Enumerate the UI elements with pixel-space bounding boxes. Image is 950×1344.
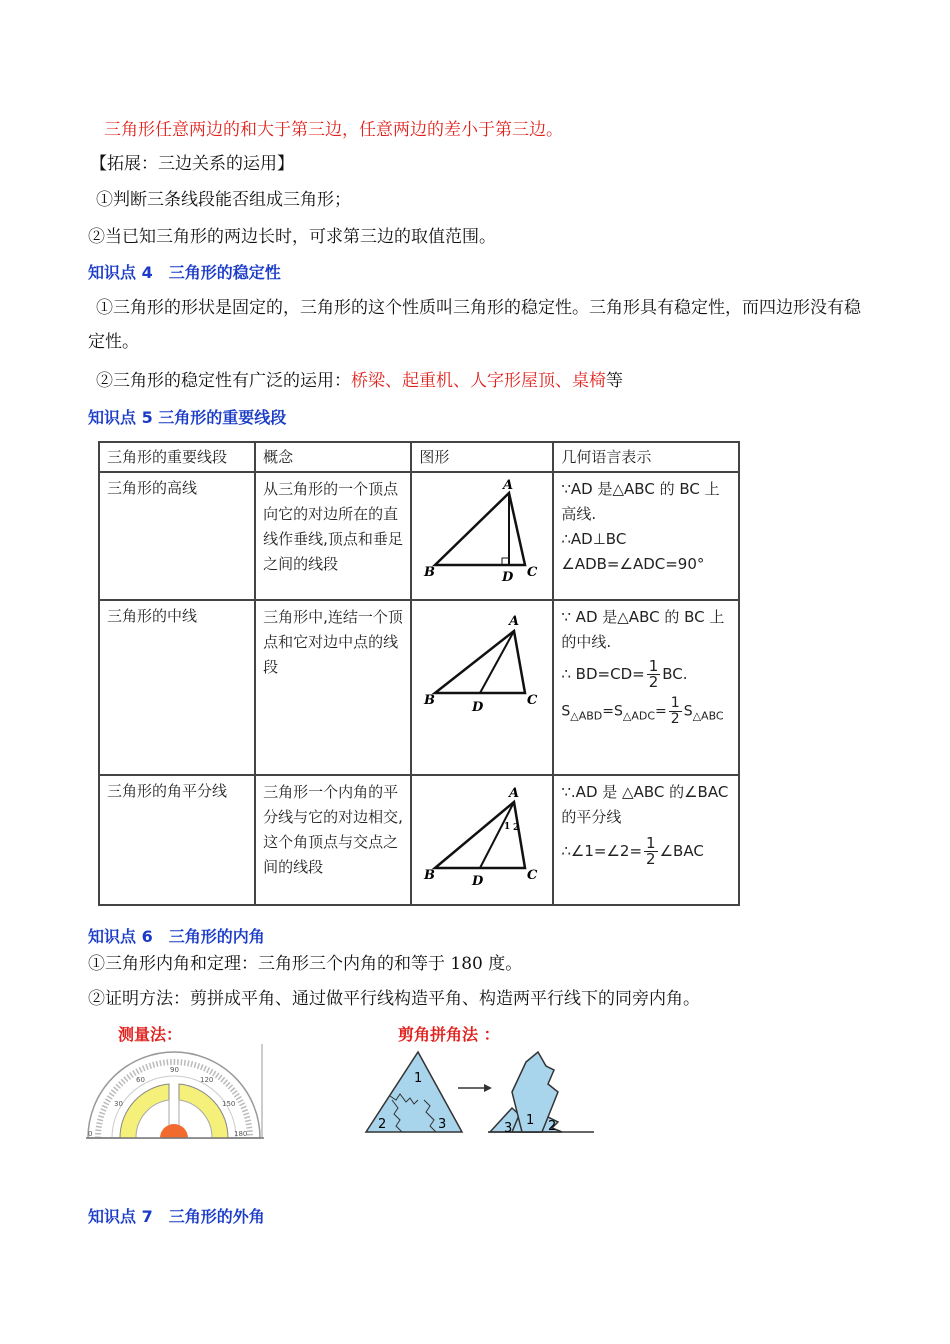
row-altitude-name: 三角形的高线 — [99, 472, 255, 600]
area-s-2: =S — [602, 703, 623, 720]
altitude-triangle-figure — [412, 473, 552, 595]
tick-label-30: 30 — [114, 1100, 123, 1108]
label-B: B — [424, 868, 436, 883]
label-D: D — [472, 874, 484, 889]
kp6-paragraph-1: ①三角形内角和定理：三角形三个内角的和等于 180 度。 — [88, 954, 523, 974]
tick-label-180: 180 — [234, 1130, 248, 1138]
fraction-numerator: 1 — [670, 695, 680, 711]
fraction-denominator: 2 — [648, 673, 659, 691]
kp4-p2-examples: 桥梁、起重机、人字形屋顶、桌椅 — [351, 371, 606, 391]
arrow-head — [484, 1084, 492, 1092]
fraction-half — [647, 659, 661, 690]
label-C: C — [527, 868, 538, 883]
fraction-half — [644, 836, 658, 867]
bisector-triangle — [435, 802, 525, 868]
cut-angle-figure — [362, 1048, 602, 1140]
area-sub-3: △ABC — [692, 709, 724, 723]
altitude-expr-1: ∵AD 是△ABC 的 BC 上高线. — [561, 480, 720, 523]
tick-label-90: 90 — [170, 1066, 179, 1074]
fraction-half — [669, 696, 682, 727]
kp4-p2-prefix: ②三角形的稳定性有广泛的运用： — [96, 371, 351, 391]
header-concept: 概念 — [255, 442, 411, 472]
angle-label-1: 1 — [504, 822, 511, 832]
kp7-heading: 知识点 7 三角形的外角 — [88, 1207, 265, 1226]
area-s-3: S — [683, 703, 693, 720]
extension-title: 【拓展：三边关系的运用】 — [90, 154, 294, 174]
label-A: A — [503, 478, 514, 493]
row-median-concept: 三角形中,连结一个顶点和它对边中点的线段 — [255, 600, 411, 775]
tick-label-60: 60 — [136, 1076, 145, 1084]
kp4-p2-suffix: 等 — [606, 371, 623, 391]
bisector-expr-2-pre: ∴∠1=∠2= — [561, 842, 643, 860]
fraction-denominator: 2 — [670, 711, 680, 727]
bisector-expr-1: ∵.AD 是 △ABC 的∠BAC 的平分线 — [561, 783, 729, 826]
header-expression: 几何语言表示 — [553, 442, 739, 472]
header-figure: 图形 — [411, 442, 553, 472]
median-triangle — [435, 631, 525, 693]
extension-item-1: ①判断三条线段能否组成三角形； — [96, 190, 351, 210]
angle-3: 3 — [438, 1117, 447, 1132]
important-segments-table — [98, 441, 740, 906]
header-segment: 三角形的重要线段 — [99, 442, 255, 472]
angle-1: 1 — [414, 1071, 423, 1086]
median-expr-2-post: BC. — [662, 665, 688, 683]
table-row — [99, 775, 739, 905]
fraction-numerator: 1 — [646, 834, 656, 852]
label-C: C — [527, 565, 538, 580]
angle-3-joined: 3 — [504, 1121, 513, 1136]
angle-2-joined: 2 — [548, 1119, 557, 1134]
kp6-heading: 知识点 6 三角形的内角 — [88, 927, 265, 946]
kp4-heading: 知识点 4 三角形的稳定性 — [88, 263, 281, 282]
kp6-paragraph-2: ②证明方法：剪拼成平角、通过做平行线构造平角、构造两平行线下的同旁内角。 — [88, 989, 700, 1009]
table-row — [99, 472, 739, 600]
label-B: B — [424, 565, 436, 580]
altitude-triangle — [435, 493, 525, 565]
label-C: C — [527, 693, 538, 708]
angle-1-joined: 1 — [526, 1113, 535, 1128]
row-altitude-expression — [553, 472, 739, 600]
fraction-numerator: 1 — [648, 657, 659, 675]
row-bisector-figure — [411, 775, 553, 905]
label-B: B — [424, 693, 436, 708]
area-s-1: S — [561, 703, 571, 720]
label-A: A — [509, 614, 520, 629]
table-header-row — [99, 442, 739, 472]
altitude-expr-3: ∠ADB=∠ADC=90° — [561, 555, 705, 573]
tick-label-0: 0 — [88, 1130, 93, 1138]
measure-method-label: 测量法： — [118, 1025, 183, 1044]
protractor-figure — [84, 1044, 266, 1140]
kp5-heading: 知识点 5 三角形的重要线段 — [88, 408, 287, 427]
area-sub-2: △ADC — [622, 709, 656, 723]
row-median-figure — [411, 600, 553, 775]
bisector-expr-2 — [561, 836, 731, 867]
row-bisector-expression — [553, 775, 739, 905]
row-median-name: 三角形的中线 — [99, 600, 255, 775]
median-expr-2 — [561, 659, 731, 690]
angle-label-2: 2 — [513, 823, 520, 833]
row-altitude-concept: 从三角形的一个顶点向它的对边所在的直线作垂线,顶点和垂足之间的线段 — [255, 472, 411, 600]
median-expr-2-pre: ∴ BD=CD= — [561, 665, 645, 683]
bisector-triangle-figure — [412, 776, 552, 900]
median-line — [480, 631, 514, 693]
median-expr-1: ∵ AD 是△ABC 的 BC 上的中线. — [561, 608, 725, 651]
label-D: D — [502, 570, 514, 585]
row-bisector-concept: 三角形一个内角的平分线与它的对边相交,这个角顶点与交点之间的线段 — [255, 775, 411, 905]
triangle-inequality-rule: 三角形任意两边的和大于第三边，任意两边的差小于第三边。 — [104, 120, 563, 140]
median-expr-3 — [561, 696, 731, 728]
row-median-expression — [553, 600, 739, 775]
kp4-paragraph-2 — [96, 370, 623, 392]
fraction-denominator: 2 — [646, 850, 656, 868]
row-altitude-figure — [411, 472, 553, 600]
angle-2: 2 — [378, 1117, 387, 1132]
kp4-paragraph-1: ①三角形的形状是固定的，三角形的这个性质叫三角形的稳定性。三角形具有稳定性，而四边形没有稳定性。 — [88, 298, 861, 352]
bisector-line — [480, 802, 514, 868]
label-D: D — [472, 700, 484, 715]
area-sub-1: △ABD — [570, 709, 603, 723]
bisector-expr-2-post: ∠BAC — [659, 842, 704, 860]
tick-label-120: 120 — [200, 1076, 214, 1084]
altitude-expr-2: ∴AD⊥BC — [561, 530, 627, 548]
row-bisector-name: 三角形的角平分线 — [99, 775, 255, 905]
table-row — [99, 600, 739, 775]
tick-label-150: 150 — [222, 1100, 236, 1108]
extension-item-2: ②当已知三角形的两边长时，可求第三边的取值范围。 — [88, 227, 496, 247]
area-equals: = — [655, 703, 667, 720]
median-triangle-figure — [412, 601, 552, 731]
label-A: A — [509, 786, 520, 801]
cut-angle-method-label: 剪角拼角法 ： — [398, 1025, 500, 1044]
